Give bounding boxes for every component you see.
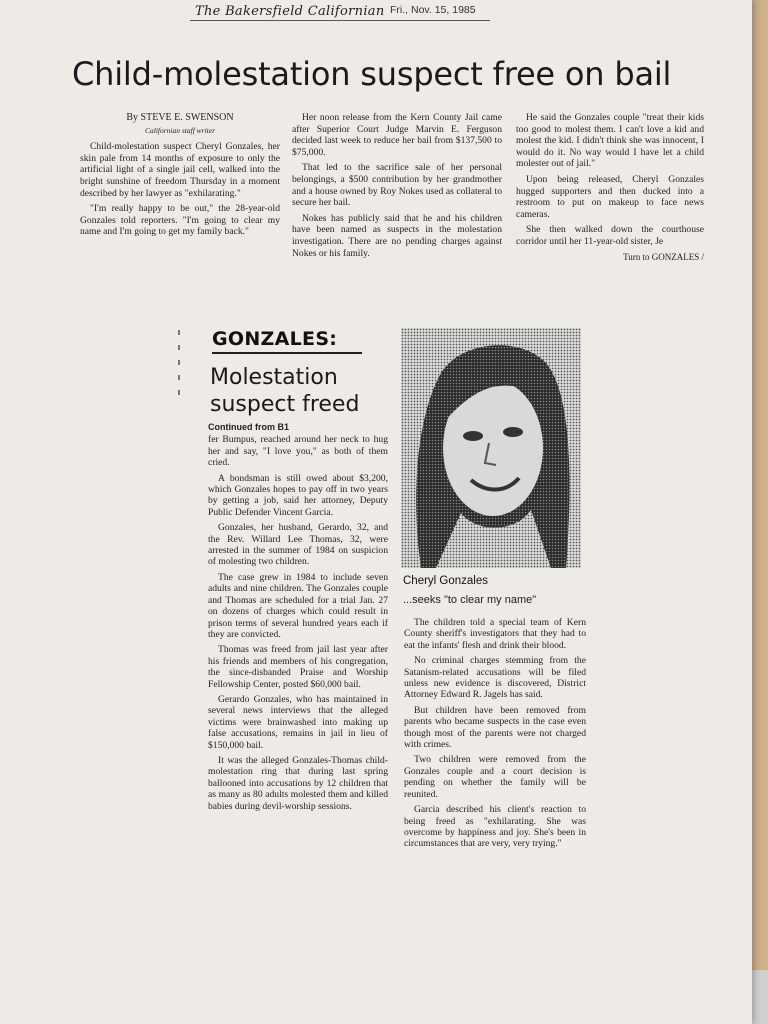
paragraph: It was the alleged Gonzales-Thomas child-molestation ring that during last spring ballooned into accusations by 12 children that as many as 80 adults molested them and killed babies during devil-worship sessions. (208, 754, 388, 812)
byline-title: Californian staff writer (144, 125, 215, 135)
paragraph: He said the Gonzales couple "treat their kids too good to molest them. I can't love a kid and molest the kid. I didn't think she was innocent, I would do it. No way would I have let a child molester out of jail." (516, 112, 704, 170)
masthead: The Bakersfield Californian (195, 4, 385, 19)
paragraph: A bondsman is still owed about $3,200, which Gonzales hopes to pay off in two years by getting a job, said her attorney, Deputy Public Defender Vincent Garcia. (208, 472, 388, 518)
paragraph: Child-molestation suspect Cheryl Gonzales, her skin pale from 14 months of exposure to only the artificial light of a single jail cell, walked into the bright sunshine of freedom Thursday in a moment described by her lawyer as "exhilarating." (80, 141, 280, 199)
paragraph: Thomas was freed from jail last year after his friends and members of his congregation, the since-disbanded Praise and Worship Fellowship Center, posted $60,000 bail. (208, 644, 388, 690)
header-rule (190, 20, 490, 21)
article-column-2 (292, 112, 502, 263)
page-header (0, 0, 752, 24)
paragraph: Garcia described his client's reaction to being freed as "exhilarating. She was overcome by happiness and joy. She's been in circumstances that are very, very trying." (404, 804, 586, 850)
jump-headline-line: suspect freed (210, 392, 360, 417)
paragraph: Gerardo Gonzales, who has maintained in several news interviews that the alleged victims were brainwashed into making up false accusations, remains in jail in lieu of $150,000 bail. (208, 693, 388, 751)
paragraph: But children have been removed from parents who became suspects in the case even though most of the parents were not charged with crimes. (404, 704, 586, 751)
kicker-rule (212, 352, 362, 354)
jump-headline (210, 364, 359, 418)
jump-column-1 (208, 422, 388, 816)
paragraph: Upon being released, Cheryl Gonzales hugged supporters and then ducked into a restroom to put on makeup to face news cameras. (516, 173, 704, 220)
portrait-photo (401, 328, 581, 568)
jump-column-2 (404, 617, 586, 854)
jump-kicker: GONZALES: (212, 328, 338, 350)
jump-headline-line: Molestation (210, 365, 338, 390)
headline: Child-molestation suspect free on bail (72, 55, 672, 93)
dateline: Fri., Nov. 15, 1985 (390, 4, 476, 16)
paragraph: She then walked down the courthouse corridor until her 11-year-old sister, Je (516, 224, 704, 247)
photo-caption-quote: ...seeks "to clear my name" (403, 594, 537, 606)
portrait-image (401, 328, 581, 568)
margin-marks (176, 330, 182, 430)
paragraph: Nokes has publicly said that he and his children have been named as suspects in the molestation investigation. There are no pending charges against Nokes or his family. (292, 212, 502, 259)
paragraph: Two children were removed from the Gonzales couple and a court decision is pending on whether the family will be reunited. (404, 754, 586, 800)
paragraph: Her noon release from the Kern County Jail came after Superior Court Judge Marvin E. Ferguson decided last week to reduce her bail from $137,500 to $75,000. (292, 112, 502, 158)
paragraph: Gonzales, her husband, Gerardo, 32, and the Rev. Willard Lee Thomas, 32, were arrested in the summer of 1984 on suspicion of molesting two children. (208, 522, 388, 568)
paragraph: That led to the sacrifice sale of her personal belongings, a $500 contribution by her grandmother and a house owned by Roy Nokes used as collateral to secure her bail. (292, 162, 502, 209)
jump-line: Turn to GONZALES / (623, 251, 704, 262)
paragraph: No criminal charges stemming from the Satanism-related accusations will be filed unless new evidence is discovered, District Attorney Edward R. Jagels has said. (404, 655, 586, 701)
paragraph: The children told a special team of Kern County sheriff's investigators that they had to eat the infants' flesh and drink their blood. (404, 617, 586, 651)
byline: By STEVE E. SWENSON (126, 112, 234, 123)
article-column-1 (80, 112, 280, 242)
continued-label: Continued from B1 (208, 422, 289, 432)
article-column-3 (516, 112, 704, 267)
paragraph: "I'm really happy to be out," the 28-year-old Gonzales told reporters. "I'm going to clear my name and I'm going to get my family back." (80, 203, 280, 238)
photo-caption-name: Cheryl Gonzales (403, 575, 489, 587)
paragraph: The case grew in 1984 to include seven adults and nine children. The Gonzales couple and Thomas are scheduled for a trial Jan. 27 on dozens of charges which could result in prison terms of several hundred years each if they are convicted. (208, 571, 388, 640)
background-corner (752, 970, 768, 1024)
paragraph: fer Bumpus, reached around her neck to hug her and say, "I love you," as both of them cried. (208, 434, 388, 469)
